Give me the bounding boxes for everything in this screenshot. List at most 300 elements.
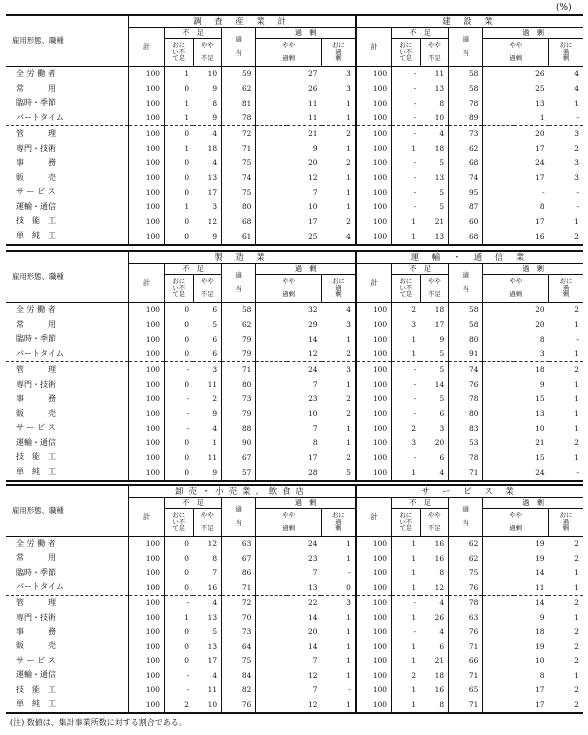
value-adequate: 74 [222,170,256,185]
value-shortage-very: 2 [392,421,421,436]
col-surplus: 過 剰 [256,497,356,508]
table-row [6,302,583,317]
value-adequate: 89 [449,111,483,126]
value-total: 100 [129,81,165,96]
value-surplus-some: 7 [256,682,322,696]
value-shortage-some: 7 [212,568,218,578]
value-surplus-some: 12 [256,347,322,362]
value-shortage-some: 8 [439,568,445,578]
value-shortage-very: 1 [391,536,420,551]
value-surplus-very: 2 [346,452,351,462]
value-shortage-some: 6 [439,641,445,651]
value-adequate: 76 [222,697,256,713]
value-shortage-some: 18 [434,143,445,153]
value-total: 100 [356,566,392,580]
value-surplus-some: 20 [483,302,549,317]
col-total: 計 [129,263,165,302]
value-shortage-very: - [164,668,193,682]
value-adequate: 91 [449,347,483,362]
value-surplus-very: 3 [346,69,351,79]
col-shortage-some: やや 不足 [420,508,449,536]
value-surplus-some: 20 [483,126,549,141]
col-shortage: 不 足 [164,497,221,508]
value-total: 100 [129,682,165,696]
table-row [6,406,583,421]
value-shortage-very: 1 [392,465,421,481]
value-shortage-some: 18 [207,143,218,153]
value-surplus-very: 2 [574,641,579,651]
col-shortage-some: やや 不足 [193,38,222,66]
value-shortage-very: - [392,66,421,81]
row-label: 専門・技術 [16,143,56,153]
value-surplus-very: - [576,113,579,123]
value-total: 100 [356,229,392,245]
value-shortage-very: 0 [164,639,193,653]
value-adequate: 78 [449,392,483,407]
value-shortage-some: 10 [207,69,218,79]
value-surplus-some: 15 [483,392,549,407]
value-surplus-some: 18 [483,625,549,639]
col-surplus-very: おに 過 剰 [548,508,583,536]
value-adequate: 67 [222,450,256,465]
value-adequate: 71 [449,668,483,682]
value-surplus-some: 25 [483,81,549,96]
value-shortage-some: 4 [420,126,449,141]
value-shortage-very: 0 [164,332,193,347]
value-total: 100 [129,406,165,421]
value-surplus-some: 3 [483,347,549,362]
col-surplus-some: やや 過剰 [256,508,322,536]
value-shortage-some: 9 [212,84,218,93]
value-total: 100 [356,302,392,317]
value-surplus-some: 7 [256,654,322,668]
col-adequate: 適 当 [222,497,256,536]
row-label: 技 能 工 [16,452,56,462]
value-adequate: 78 [449,450,483,465]
value-shortage-very: - [392,170,421,185]
col-shortage-some: やや 不足 [420,274,449,302]
value-adequate: 80 [449,406,483,421]
value-shortage-some: 5 [439,187,445,197]
value-surplus-some: 12 [256,668,322,682]
value-surplus-some: 10 [256,200,322,215]
value-surplus-some: 7 [256,566,322,580]
row-label: 臨時・季節 [16,98,56,108]
col-shortage-some: やや 不足 [193,274,222,302]
col-total: 計 [356,497,392,536]
value-surplus-some: 19 [483,551,549,565]
value-shortage-very: 0 [164,536,193,551]
value-shortage-some: 20 [434,438,445,448]
value-shortage-very: 2 [391,668,420,682]
value-surplus-some: 10 [483,654,549,668]
value-surplus-very: 2 [322,126,356,141]
value-adequate: 76 [449,377,483,392]
value-shortage-some: 11 [207,684,218,694]
value-total: 100 [356,111,392,126]
value-shortage-very: 1 [391,551,420,565]
value-surplus-some: 32 [256,302,322,317]
value-total: 100 [356,96,392,111]
value-shortage-some: 4 [212,670,218,680]
value-shortage-very: 0 [164,450,193,465]
col-surplus-very: おに 過 剰 [549,38,583,66]
value-adequate: 66 [449,654,483,668]
value-total: 100 [356,81,392,96]
value-adequate: 63 [449,611,483,625]
value-shortage-some: 4 [439,627,445,637]
value-surplus-very: 3 [322,362,356,377]
value-surplus-very: 1 [346,699,351,709]
value-shortage-some: 13 [207,173,218,182]
value-shortage-very: 0 [164,436,193,451]
value-shortage-very: 1 [164,611,193,625]
value-shortage-very: 1 [391,654,420,668]
value-surplus-very: 1 [346,423,351,433]
value-adequate: 62 [222,81,256,96]
value-total: 100 [129,347,165,362]
value-adequate: 73 [222,392,256,407]
value-surplus-very: 1 [574,320,579,329]
value-total: 100 [356,66,392,81]
value-shortage-some: 2 [212,394,218,404]
value-surplus-some: 23 [256,392,322,407]
value-total: 100 [129,450,165,465]
value-surplus-very: 1 [574,582,579,592]
value-shortage-very: 1 [392,332,421,347]
section-title: 製 造 業 [129,251,356,263]
value-total: 100 [129,229,165,245]
col-surplus-very: おに 過 剰 [321,508,355,536]
value-surplus-very: 3 [549,126,583,141]
value-total: 100 [129,302,165,317]
value-shortage-very: 2 [164,697,193,713]
value-surplus-very: 1 [574,613,579,623]
row-label: 専門・技術 [16,379,56,389]
value-shortage-some: 6 [212,349,218,359]
value-surplus-very: 2 [549,362,583,377]
value-total: 100 [356,436,392,451]
value-adequate: 88 [222,421,256,436]
section-title: 調 査 産 業 計 [129,15,356,27]
row-label: 常 用 [16,553,56,563]
value-surplus-some: 7 [256,377,322,392]
value-adequate: 58 [449,302,483,317]
value-shortage-very: - [392,392,421,407]
value-surplus-some: 14 [256,332,322,347]
value-shortage-some: 5 [439,158,445,168]
value-adequate: 57 [222,465,256,481]
value-surplus-some: 17 [256,214,322,229]
value-surplus-very: 1 [346,187,351,197]
value-shortage-some: 1 [212,438,218,448]
value-adequate: 59 [222,66,256,81]
value-shortage-very: 1 [164,66,193,81]
value-shortage-very: 0 [164,347,193,362]
value-adequate: 71 [449,639,483,653]
value-adequate: 87 [449,200,483,215]
col-surplus-some: やや 過剰 [256,38,322,66]
value-surplus-some: 14 [256,639,322,653]
value-surplus-very: 1 [574,394,579,404]
value-surplus-very: 1 [346,143,351,153]
col-total: 計 [129,27,165,66]
value-surplus-some: 16 [483,229,549,245]
value-total: 100 [129,668,165,682]
col-surplus: 過 剰 [256,263,356,274]
value-shortage-some: 14 [434,379,445,389]
value-shortage-some: 17 [207,656,218,666]
row-label: 運輸・通信 [16,201,56,211]
value-shortage-very: 1 [391,682,420,696]
value-adequate: 71 [222,141,256,156]
value-total: 100 [356,317,392,332]
value-surplus-some: 22 [256,595,322,610]
table-row [6,126,583,141]
value-surplus-very: - [576,334,579,344]
value-shortage-very: 0 [164,229,193,245]
row-label: 単 純 工 [16,699,56,709]
value-shortage-some: 9 [212,231,218,241]
table-row [6,347,583,362]
table-row [6,668,583,682]
table-row [6,595,583,610]
value-shortage-very: 1 [392,214,421,229]
col-total: 計 [129,497,165,536]
table-row [6,566,583,580]
value-shortage-very: - [392,96,421,111]
table-row [6,96,583,111]
section-title: 運 輸 ・ 通 信 業 [356,251,583,263]
row-label: 全 労 働 者 [16,538,56,548]
value-shortage-some: 26 [434,613,445,623]
value-shortage-very: 2 [392,302,421,317]
value-shortage-some: 16 [434,539,445,549]
table-row [6,580,583,595]
col-total: 計 [356,27,392,66]
value-surplus-very: - [348,684,351,694]
value-surplus-some: 12 [256,697,322,713]
value-surplus-some: 9 [256,141,322,156]
value-adequate: 73 [449,126,483,141]
value-total: 100 [129,566,165,580]
value-surplus-some: 29 [256,317,322,332]
value-shortage-very: - [164,595,193,610]
value-total: 100 [356,611,392,625]
value-surplus-very: 1 [346,98,351,108]
value-total: 100 [129,654,165,668]
value-total: 100 [129,465,165,481]
value-surplus-very: 1 [574,568,579,578]
value-adequate: 75 [449,566,483,580]
value-shortage-very: 0 [164,81,193,96]
value-surplus-some: 24 [256,362,322,377]
col-shortage-very: おに い不 て足 [164,508,193,536]
row-label: 販 売 [16,641,56,651]
value-total: 100 [129,170,165,185]
value-shortage-some: 18 [434,305,445,315]
value-adequate: 75 [222,654,256,668]
row-label: 管 理 [6,126,129,141]
value-shortage-some: 5 [212,627,218,637]
value-shortage-very: 0 [164,566,193,580]
value-adequate: 84 [222,668,256,682]
value-total: 100 [129,392,165,407]
value-adequate: 86 [222,566,256,580]
value-total: 100 [356,392,392,407]
value-surplus-some: 27 [256,66,322,81]
value-adequate: 75 [222,156,256,171]
value-surplus-some: 7 [256,185,322,200]
value-surplus-very: 2 [574,143,579,153]
col-adequate: 適 当 [449,263,483,302]
col-shortage: 不 足 [391,497,448,508]
value-shortage-very: - [392,362,421,377]
value-surplus-very: 1 [346,670,351,680]
row-label: 管 理 [6,595,129,610]
row-label: 運輸・通信 [16,670,56,680]
value-shortage-very: 0 [164,317,193,332]
value-shortage-very: 1 [391,566,420,580]
value-shortage-some: 9 [212,409,218,418]
value-adequate: 80 [222,200,256,215]
value-surplus-very: 1 [574,216,579,226]
value-surplus-some: 1 [483,111,549,126]
value-shortage-some: 5 [420,362,449,377]
value-total: 100 [356,668,392,682]
col-shortage-very: おに い不 て足 [164,38,193,66]
row-label: 事 務 [16,394,56,404]
value-adequate: 82 [222,682,256,696]
value-shortage-some: 9 [439,334,445,344]
value-shortage-some: 18 [434,670,445,680]
value-surplus-very: 3 [574,158,579,168]
value-surplus-some: 17 [483,697,549,713]
value-shortage-some: 13 [207,613,218,623]
value-shortage-some: 21 [434,216,445,226]
value-total: 100 [356,595,392,610]
value-adequate: 61 [222,229,256,245]
value-shortage-some: 4 [193,595,222,610]
value-surplus-very: 2 [346,394,351,404]
col-surplus: 過 剰 [483,263,583,274]
value-shortage-some: 11 [434,69,445,79]
value-total: 100 [356,214,392,229]
value-adequate: 79 [222,332,256,347]
value-shortage-some: 17 [434,320,445,329]
row-header-label: 雇用形態、職種 [6,15,129,66]
value-shortage-some: 8 [212,98,218,108]
value-adequate: 67 [222,551,256,565]
value-shortage-some: 10 [207,699,218,709]
value-total: 100 [129,362,165,377]
value-shortage-very: - [391,625,420,639]
value-adequate: 71 [449,465,483,481]
table-row [6,421,583,436]
value-surplus-some: 17 [483,141,549,156]
value-shortage-some: 16 [434,684,445,694]
value-total: 100 [356,639,392,653]
value-surplus-very: 1 [346,656,351,666]
value-adequate: 62 [449,141,483,156]
value-shortage-some: 13 [434,173,445,182]
table-row [6,214,583,229]
value-surplus-very: 1 [346,173,351,182]
value-shortage-some: 17 [207,187,218,197]
value-adequate: 76 [449,580,483,595]
value-shortage-some: 8 [439,699,445,709]
value-surplus-very: 0 [346,582,351,592]
value-surplus-very: 3 [574,173,579,182]
table-row [6,639,583,653]
col-shortage-some: やや 不足 [193,508,222,536]
value-surplus-some: 25 [256,229,322,245]
value-shortage-some: 4 [193,126,222,141]
table-row [6,697,583,713]
table-row [6,156,583,171]
value-shortage-very: 1 [164,111,193,126]
value-total: 100 [129,214,165,229]
value-total: 100 [129,625,165,639]
value-total: 100 [129,436,165,451]
value-adequate: 58 [449,81,483,96]
value-total: 100 [356,200,392,215]
value-surplus-some: 21 [256,126,322,141]
value-surplus-some: 8 [256,436,322,451]
value-total: 100 [356,377,392,392]
value-shortage-some: 6 [212,334,218,344]
value-total: 100 [356,536,392,551]
value-shortage-some: 12 [207,539,218,549]
value-shortage-some: 9 [212,467,218,477]
value-shortage-some: 3 [193,362,222,377]
value-adequate: 80 [222,377,256,392]
value-total: 100 [356,625,392,639]
value-total: 100 [356,332,392,347]
value-shortage-some: 5 [212,320,218,329]
value-surplus-some: 11 [256,111,322,126]
value-surplus-some: 9 [483,377,549,392]
value-total: 100 [129,111,165,126]
value-total: 100 [129,66,165,81]
value-surplus-very: 2 [574,553,579,563]
value-total: 100 [129,421,165,436]
value-surplus-very: - [348,568,351,578]
row-label: 全 労 働 者 [16,304,56,314]
value-shortage-very: 1 [391,639,420,653]
value-surplus-some: 28 [256,465,322,481]
col-shortage-very: おに い不 て足 [164,274,193,302]
value-adequate: 62 [449,551,483,565]
value-surplus-some: 9 [483,611,549,625]
row-label: 臨時・季節 [16,567,56,577]
value-adequate: 90 [222,436,256,451]
table-row [6,536,583,551]
value-shortage-very: 1 [391,611,420,625]
value-shortage-some: 4 [212,158,218,168]
table-row [6,170,583,185]
value-adequate: 68 [449,156,483,171]
value-total: 100 [129,697,165,713]
value-surplus-some: 21 [483,436,549,451]
col-surplus-very: おに 過 剰 [322,38,356,66]
value-shortage-very: 0 [164,654,193,668]
table-row [6,450,583,465]
value-adequate: 71 [222,362,256,377]
table-row [6,66,583,81]
value-adequate: 70 [222,611,256,625]
value-surplus-very: 4 [574,69,579,79]
